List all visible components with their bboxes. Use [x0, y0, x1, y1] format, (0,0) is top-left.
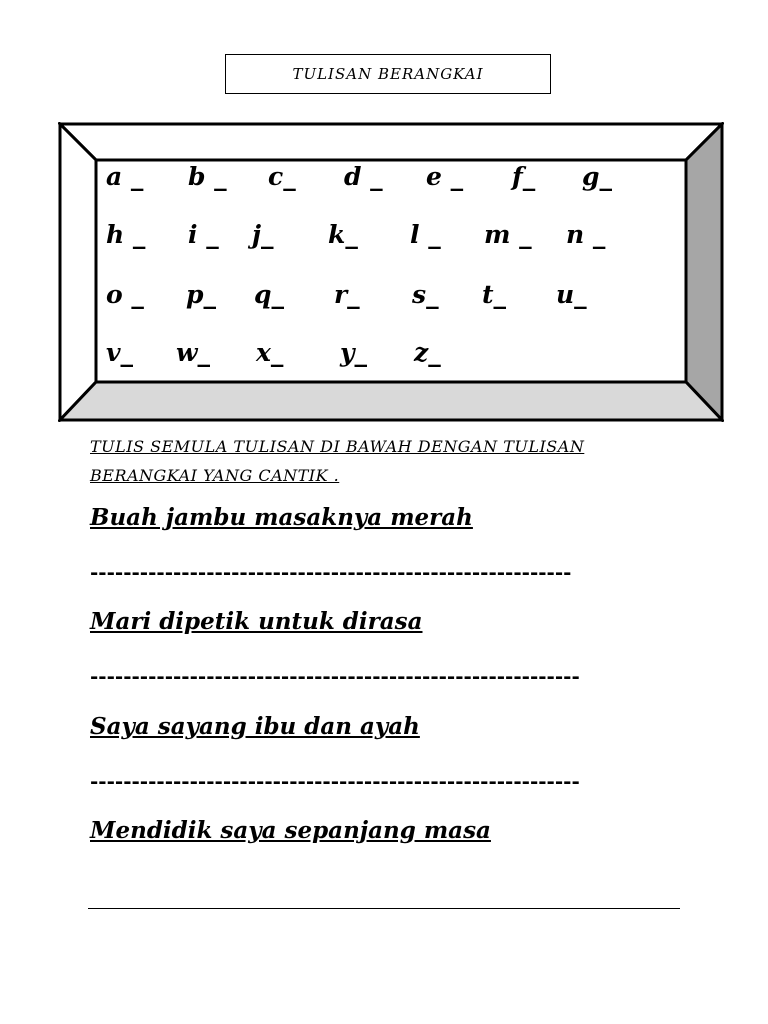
sentence-4: Mendidik saya sepanjang masa — [90, 817, 491, 844]
sentence-2: Mari dipetik untuk dirasa — [90, 608, 423, 635]
alphabet-letter: k_ — [328, 220, 358, 249]
alphabet-letter: b _ — [188, 162, 227, 191]
alphabet-letter: c_ — [268, 162, 296, 191]
alphabet-letter: d _ — [344, 162, 383, 191]
alphabet-letter: u_ — [556, 280, 587, 309]
alphabet-letter: h _ — [106, 220, 146, 249]
alphabet-letter: y_ — [340, 338, 368, 367]
alphabet-letter: r_ — [334, 280, 360, 309]
alphabet-letter: z_ — [414, 338, 441, 367]
alphabet-letter: i _ — [188, 220, 219, 249]
alphabet-letter: a _ — [106, 162, 144, 191]
alphabet-letter: l _ — [410, 220, 441, 249]
alphabet-letter: s_ — [412, 280, 439, 309]
alphabet-letter: e _ — [426, 162, 464, 191]
alphabet-letter: p_ — [186, 280, 216, 309]
alphabet-letter: w_ — [176, 338, 211, 367]
sentence-1: Buah jambu masaknya merah — [90, 504, 473, 531]
alphabet-letter: x_ — [256, 338, 284, 367]
writing-line-1[interactable]: ---------------------------------------------------------- — [90, 560, 572, 584]
alphabet-letter: t_ — [482, 280, 507, 309]
alphabet-letter: v_ — [106, 338, 134, 367]
sentence-3: Saya sayang ibu dan ayah — [90, 713, 420, 740]
alphabet-letter: o _ — [106, 280, 144, 309]
alphabet-letter: q_ — [254, 280, 284, 309]
alphabet-letter: f_ — [512, 162, 536, 191]
alphabet-letter: j_ — [252, 220, 274, 249]
worksheet-title: TULISAN BERANGKAI — [225, 54, 551, 94]
writing-line-2[interactable]: ----------------------------------------------------------- — [90, 664, 580, 688]
alphabet-letter: g_ — [582, 162, 612, 191]
alphabet-grid — [96, 160, 686, 382]
alphabet-letter: m _ — [484, 220, 532, 249]
alphabet-letter: n _ — [566, 220, 606, 249]
instruction-text: TULIS SEMULA TULISAN DI BAWAH DENGAN TULISAN BERANGKAI YANG CANTIK . — [90, 437, 585, 485]
writing-line-4[interactable] — [88, 908, 680, 909]
writing-line-3[interactable]: ----------------------------------------------------------- — [90, 769, 580, 793]
